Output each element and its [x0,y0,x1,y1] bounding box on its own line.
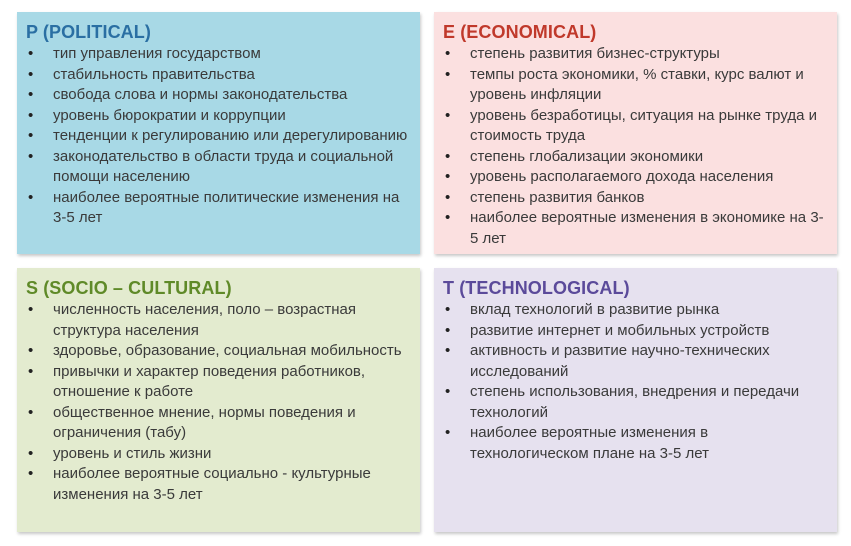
technological-list [443,300,829,464]
political-title: P (POLITICAL) [26,22,151,42]
list-item: • степень развития банков [443,188,829,209]
list-item: • численность населения, поло – возрастная структура населения [26,300,412,341]
list-item: • уровень бюрократии и коррупции [26,106,412,127]
list-item: • наиболее вероятные изменения в экономике на 3-5 лет [443,208,829,249]
economical-list [443,44,829,249]
list-item: • привычки и характер поведения работников, отношение к работе [26,362,412,403]
technological-quadrant [434,268,837,532]
list-item: • уровень безработицы, ситуация на рынке труда и стоимость труда [443,106,829,147]
socio-cultural-list [26,300,412,505]
list-item: • свобода слова и нормы законодательства [26,85,412,106]
list-item: • наиболее вероятные изменения в технологическом плане на 3-5 лет [443,423,829,464]
list-item: • активность и развитие научно-технических исследований [443,341,829,382]
socio-cultural-title: S (SOCIO – CULTURAL) [26,278,232,298]
list-item: • уровень и стиль жизни [26,444,412,465]
list-item: • степень использования, внедрения и передачи технологий [443,382,829,423]
socio-cultural-quadrant [17,268,420,532]
list-item: • тенденции к регулированию или дерегулированию [26,126,412,147]
list-item: • степень развития бизнес-структуры [443,44,829,65]
list-item: • стабильность правительства [26,65,412,86]
political-list [26,44,412,229]
list-item: • наиболее вероятные политические изменения на 3-5 лет [26,188,412,229]
list-item: • степень глобализации экономики [443,147,829,168]
economical-quadrant [434,12,837,254]
list-item: • тип управления государством [26,44,412,65]
list-item: • уровень располагаемого дохода населения [443,167,829,188]
economical-title: E (ECONOMICAL) [443,22,597,42]
list-item: • наиболее вероятные социально - культурные изменения на 3-5 лет [26,464,412,505]
list-item: • законодательство в области труда и социальной помощи населению [26,147,412,188]
list-item: • вклад технологий в развитие рынка [443,300,829,321]
list-item: • развитие интернет и мобильных устройств [443,321,829,342]
list-item: • здоровье, образование, социальная мобильность [26,341,412,362]
political-quadrant [17,12,420,254]
technological-title: T (TECHNOLOGICAL) [443,278,630,298]
list-item: • общественное мнение, нормы поведения и ограничения (табу) [26,403,412,444]
list-item: • темпы роста экономики, % ставки, курс валют и уровень инфляции [443,65,829,106]
